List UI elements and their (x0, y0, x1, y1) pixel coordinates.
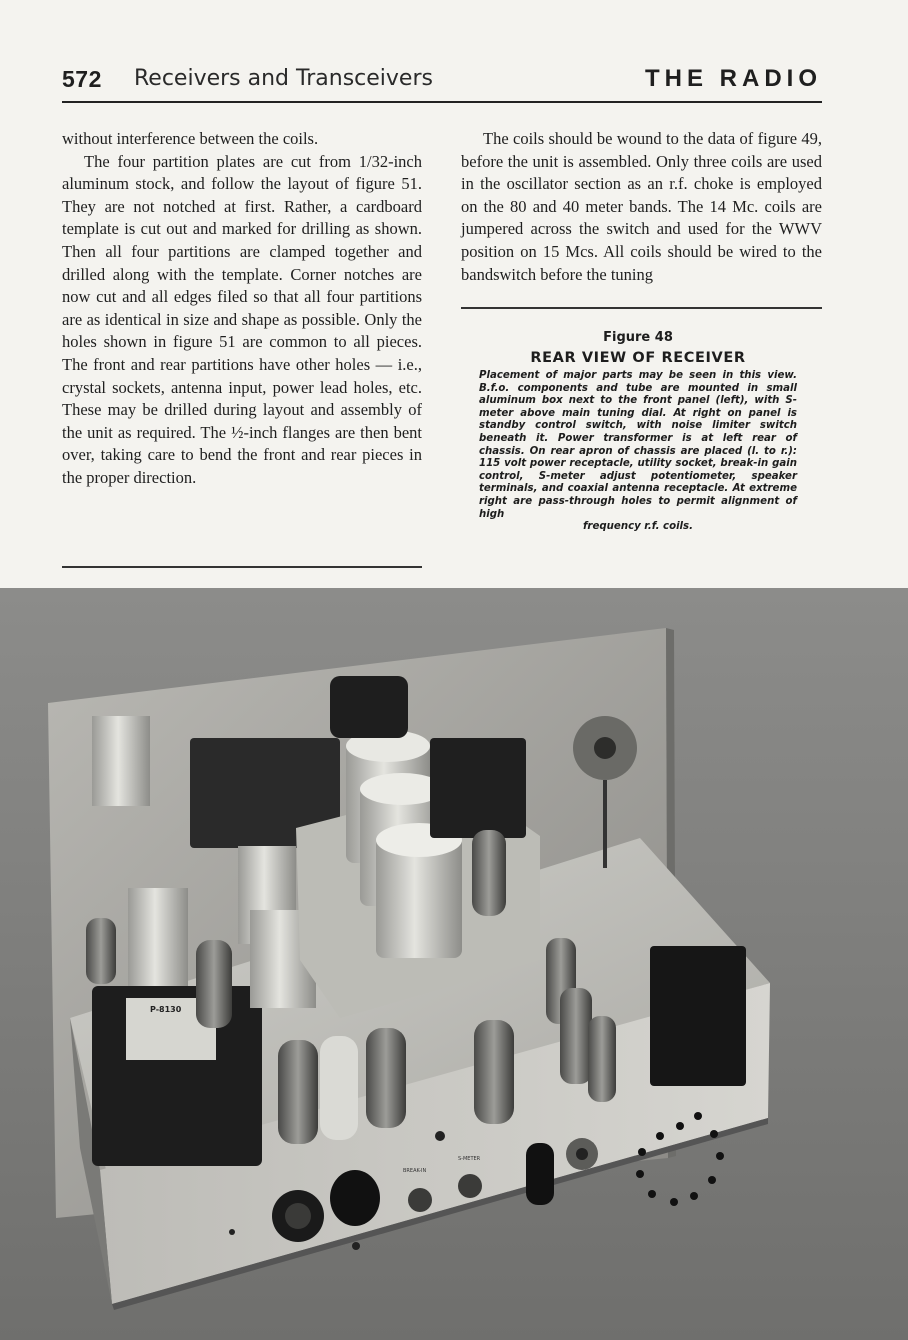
figure-label: Figure 48 (603, 330, 673, 345)
coil-block (430, 738, 526, 838)
figure-title: REAR VIEW OF RECEIVER (530, 350, 746, 366)
vacuum-tube (474, 1020, 514, 1124)
speaker-terminal-box (650, 946, 746, 1086)
figure-caption (479, 329, 797, 534)
coaxial-center (576, 1148, 588, 1160)
break-in-label: BREAK-IN (403, 1168, 427, 1174)
page-header (62, 62, 822, 102)
vacuum-tube (560, 988, 592, 1084)
left-column (62, 128, 422, 490)
top-tube (330, 676, 408, 738)
paragraph: The four partition plates are cut from 1/32-inch aluminum stock, and follow the layout of figure 51. They are not notched at first. Rather, a cardboard template is cut out and marked for drilling as shown. Then all four partitions are clamped together and drilled along with the template. Corner notches are now cut and all edges filed so that all four partitions are as identical in size and shape as possible. Only the holes shown in figure 51 are common to all pieces. The front and rear partitions have other holes — i.e., crystal sockets, antenna input, power lead holes, etc. These may be drilled during layout and assembly of the unit as required. The ½-inch flanges are then bent over, taking care to bend the front and rear pieces in the proper direction. (62, 151, 422, 487)
bandswitch-hub (594, 737, 616, 759)
if-can (92, 716, 150, 806)
vacuum-tube (588, 1016, 616, 1102)
right-column (461, 128, 822, 286)
s-meter-label: S-METER (458, 1156, 481, 1162)
power-receptacle-face (285, 1203, 311, 1229)
vacuum-tube (472, 830, 506, 916)
utility-socket (330, 1170, 380, 1226)
caption-body: Placement of major parts may be seen in this view. B.f.o. components and tube are mounted in small aluminum box next to the front panel (left), with S-meter above main tuning dial. At right on panel is standby control switch, with noise limiter switch beneath it. Power transformer is at left rear of chassis. On rear apron of chassis are placed (l. to r.): 115 volt power receptacle, utility socket, break-in gain control, S-meter adjust potentiometer, speaker terminals, and coaxial antenna receptacle. At extreme right are pass-through holes to permit alignment of high (479, 370, 797, 520)
column-end-rule (62, 566, 422, 568)
column-divider-rule (461, 307, 822, 309)
if-can (128, 888, 188, 986)
header-rule (62, 101, 822, 103)
mounting-screw (229, 1229, 235, 1235)
vacuum-tube (278, 1040, 318, 1144)
vacuum-tube (320, 1036, 358, 1140)
page-number: 572 (62, 66, 102, 92)
figure-caption-text (479, 370, 797, 534)
speaker-terminals (526, 1143, 554, 1205)
paragraph: The coils should be wound to the data of figure 49, before the unit is assembled. Only three coils are used in the oscillator section as an r.f. choke is employed on the 80 and 40 meter bands. The 14 Mc. coils are jumpered across the switch and used for the WWV position on 15 Mcs. All coils should be wired to the bandswitch before the tuning (461, 129, 822, 284)
mounting-screw (435, 1131, 445, 1141)
book-title: THE RADIO (645, 65, 822, 92)
caption-end: frequency r.f. coils. (583, 521, 693, 533)
break-in-gain-control (408, 1188, 432, 1212)
paragraph: without interference between the coils. (62, 129, 319, 148)
vacuum-tube (86, 918, 116, 984)
vacuum-tube (366, 1028, 406, 1128)
mounting-screw (352, 1242, 360, 1250)
transformer-label: P-8130 (150, 1005, 182, 1014)
s-meter-adjust-pot (458, 1174, 482, 1198)
running-title: Receivers and Transceivers (134, 66, 433, 91)
vacuum-tube (196, 940, 232, 1028)
receiver-photo (0, 588, 908, 1340)
